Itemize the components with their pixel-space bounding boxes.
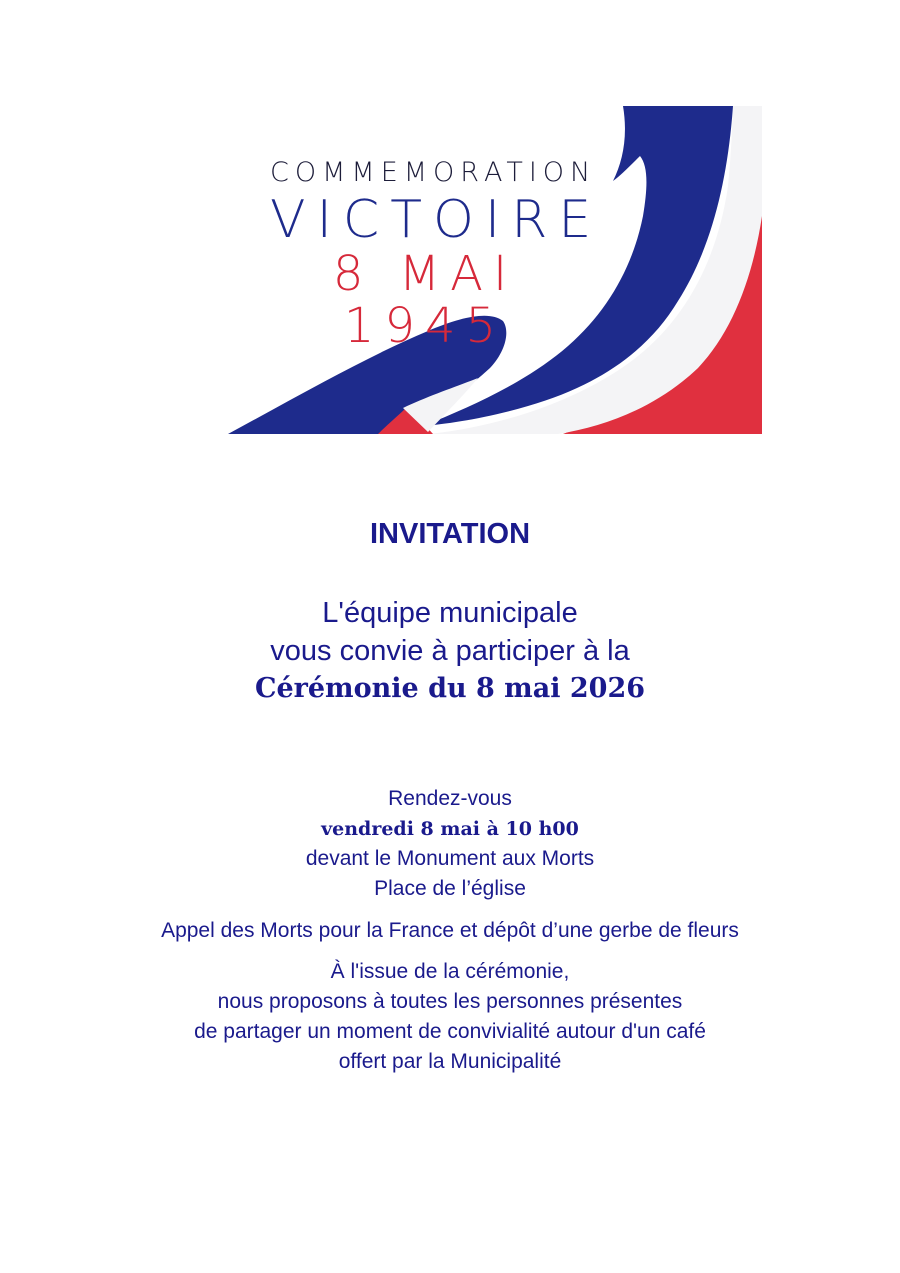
ceremony-title: Cérémonie du 8 mai 2026: [254, 673, 646, 704]
banner-line-victoire: VICTOIRE: [270, 190, 603, 250]
commemoration-banner: [228, 106, 762, 434]
rendezvous-date: vendredi 8 mai à 10 h00: [321, 818, 579, 840]
issue-line-3: de partager un moment de convivialité autour d'un café: [194, 1020, 706, 1043]
issue-line-4: offert par la Municipalité: [338, 1050, 562, 1073]
appel-des-morts-text: Appel des Morts pour la France et dépôt d’une gerbe de fleurs: [161, 919, 739, 942]
rendezvous-block: [0, 784, 900, 904]
intro-line-2: vous convie à participer à la: [270, 635, 630, 667]
banner-line-commemoration: COMMEMORATION: [270, 157, 597, 188]
invitation-title: INVITATION: [369, 518, 531, 550]
issue-line-1: À l'issue de la cérémonie,: [330, 960, 570, 983]
banner-title-block: [270, 156, 603, 354]
banner-line-date: 8 MAI 1945: [332, 246, 518, 354]
rendezvous-label: Rendez-vous: [388, 787, 512, 810]
rendezvous-place-2: Place de l’église: [374, 877, 526, 900]
issue-line-2: nous proposons à toutes les personnes présentes: [217, 990, 683, 1013]
issue-block: [0, 957, 900, 1077]
rendezvous-place-1: devant le Monument aux Morts: [305, 847, 595, 870]
intro-line-1: L'équipe municipale: [322, 597, 578, 629]
invitation-intro: [0, 594, 900, 708]
